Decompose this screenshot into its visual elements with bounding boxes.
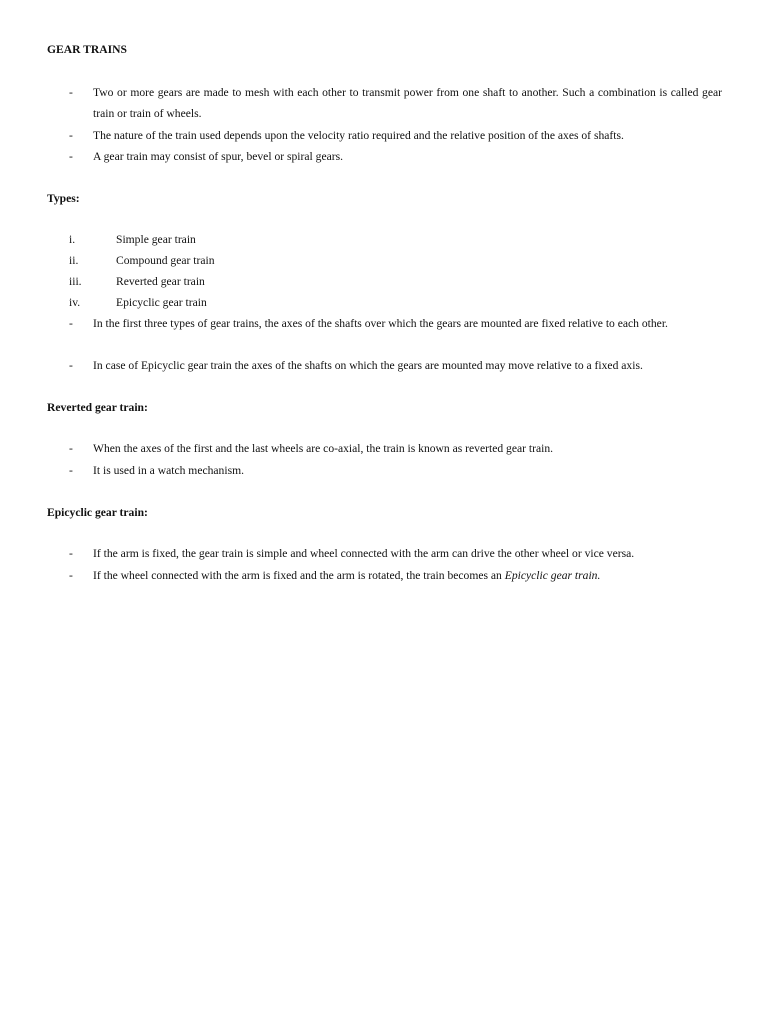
bullet-dash: - [69,569,73,582]
page-title: GEAR TRAINS [47,43,127,56]
emphasis-term: Epicyclic gear train. [504,569,601,582]
list-numeral: iv. [69,296,81,309]
bullet-dash: - [69,464,73,477]
bullet-text: It is used in a watch mechanism. [93,464,245,477]
bullet-dash: - [69,150,73,163]
section-heading-reverted: Reverted gear train: [47,401,148,414]
bullet-text: If the arm is fixed, the gear train is simple and wheel connected with the arm can drive the other wheel or vice versa. [93,547,635,560]
bullet-dash: - [69,129,73,142]
bullet-text: When the axes of the first and the last wheels are co-axial, the train is known as reverted gear train. [93,442,554,455]
bullet-dash: - [69,359,73,372]
bullet-text: Two or more gears are made to mesh with each other to transmit power from one shaft to another. Such a combination is called gear train or train of wheels. [93,86,722,120]
bullet-text-prefix: If the wheel connected with the arm is fixed and the arm is rotated, the train becomes an [93,569,505,582]
list-text: Reverted gear train [116,275,205,288]
bullet-dash: - [69,86,73,99]
list-numeral: iii. [69,275,82,288]
bullet-dash: - [69,317,73,330]
list-text: Epicyclic gear train [116,296,207,309]
list-numeral: ii. [69,254,79,267]
list-text: Compound gear train [116,254,215,267]
list-numeral: i. [69,233,76,246]
bullet-text: The nature of the train used depends upon the velocity ratio required and the relative position of the axes of shafts. [93,129,624,142]
bullet-text [93,565,722,586]
bullet-text: A gear train may consist of spur, bevel or spiral gears. [93,150,344,163]
section-heading-epicyclic: Epicyclic gear train: [47,506,148,519]
section-heading-types: Types: [47,192,80,205]
bullet-text: In the first three types of gear trains, the axes of the shafts over which the gears are mounted are fixed relative to each other. [93,317,668,330]
bullet-dash: - [69,442,73,455]
list-text: Simple gear train [116,233,196,246]
bullet-dash: - [69,547,73,560]
bullet-text: In case of Epicyclic gear train the axes of the shafts on which the gears are mounted may move relative to a fixed axis. [93,359,643,372]
